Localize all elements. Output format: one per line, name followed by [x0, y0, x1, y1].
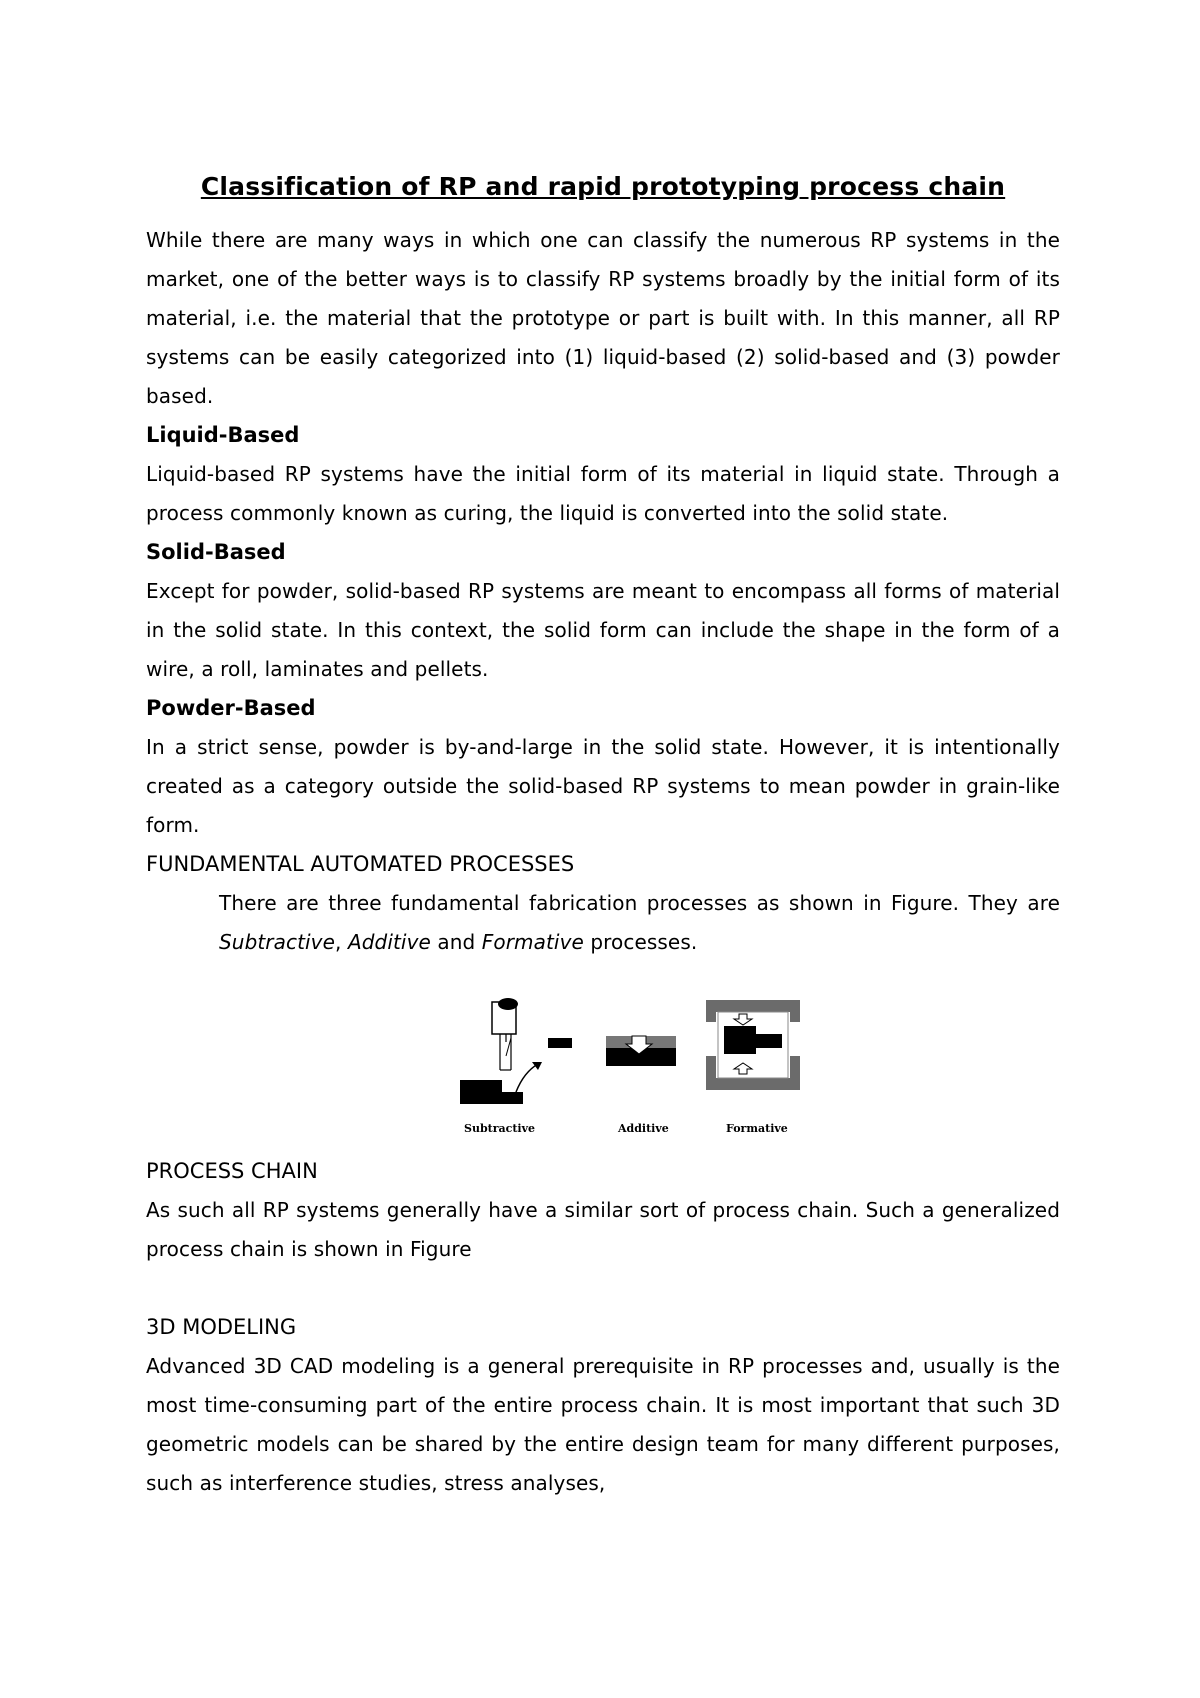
- liquid-based-heading: Liquid-Based: [146, 423, 300, 447]
- term-formative: Formative: [481, 930, 584, 954]
- chip-removal-arrow: [516, 1064, 538, 1092]
- sep-and: and: [430, 930, 482, 954]
- chip-arrow-head: [532, 1062, 542, 1070]
- figure-label-subtractive: Subtractive: [464, 1122, 535, 1135]
- document-content: [146, 172, 1060, 1503]
- figure-label-additive: Additive: [618, 1122, 669, 1135]
- subtractive-workpiece: [460, 1080, 523, 1104]
- figure-label-formative: Formative: [726, 1122, 788, 1135]
- fabrication-processes-diagram: [456, 974, 816, 1142]
- liquid-based-paragraph: Liquid-based RP systems have the initial form of its material in liquid state. Through a process commonly known as curing, the liquid is converted into the solid state.: [146, 462, 1060, 525]
- modeling-heading: 3D MODELING: [146, 1315, 297, 1339]
- term-subtractive: Subtractive: [219, 930, 336, 954]
- solid-based-heading: Solid-Based: [146, 540, 286, 564]
- solid-based-paragraph: Except for powder, solid-based RP systems are meant to encompass all forms of material in the solid state. In this context, the solid form can include the shape in the form of a wire, a roll, laminates and pellets.: [146, 579, 1060, 681]
- fundamental-processes-paragraph: [146, 884, 1060, 962]
- removed-chip: [548, 1038, 572, 1048]
- powder-based-paragraph: In a strict sense, powder is by-and-large in the solid state. However, it is intentionally created as a category outside the solid-based RP systems to mean powder in grain-like form.: [146, 735, 1060, 837]
- powder-based-heading: Powder-Based: [146, 696, 316, 720]
- paragraph-spacer: [146, 1269, 1060, 1308]
- subtractive-tool-icon: [492, 998, 518, 1070]
- modeling-paragraph: Advanced 3D CAD modeling is a general prerequisite in RP processes and, usually is the most time-consuming part of the entire process chain. It is most important that such 3D geometric models can be shared by the entire design team for many different purposes, such as interference studies, stress analyses,: [146, 1354, 1060, 1495]
- page-title: Classification of RP and rapid prototyping process chain: [200, 172, 1006, 201]
- fundamental-processes-heading: FUNDAMENTAL AUTOMATED PROCESSES: [146, 852, 575, 876]
- fabrication-processes-figure: [146, 974, 1060, 1142]
- process-chain-paragraph: As such all RP systems generally have a similar sort of process chain. Such a generalized process chain is shown in Figure: [146, 1198, 1060, 1261]
- sep-comma: ,: [335, 930, 348, 954]
- term-additive: Additive: [347, 930, 431, 954]
- process-chain-heading: PROCESS CHAIN: [146, 1159, 318, 1183]
- intro-paragraph: While there are many ways in which one can classify the numerous RP systems in the market, one of the better ways is to classify RP systems broadly by the initial form of its material, i.e. the material that the prototype or part is built with. In this manner, all RP systems can be easily categorized into (1) liquid-based (2) solid-based and (3) powder based.: [146, 228, 1060, 408]
- fundamental-body-start: There are three fundamental fabrication processes as shown in Figure. They are: [219, 891, 1060, 915]
- fundamental-body-end: processes.: [583, 930, 698, 954]
